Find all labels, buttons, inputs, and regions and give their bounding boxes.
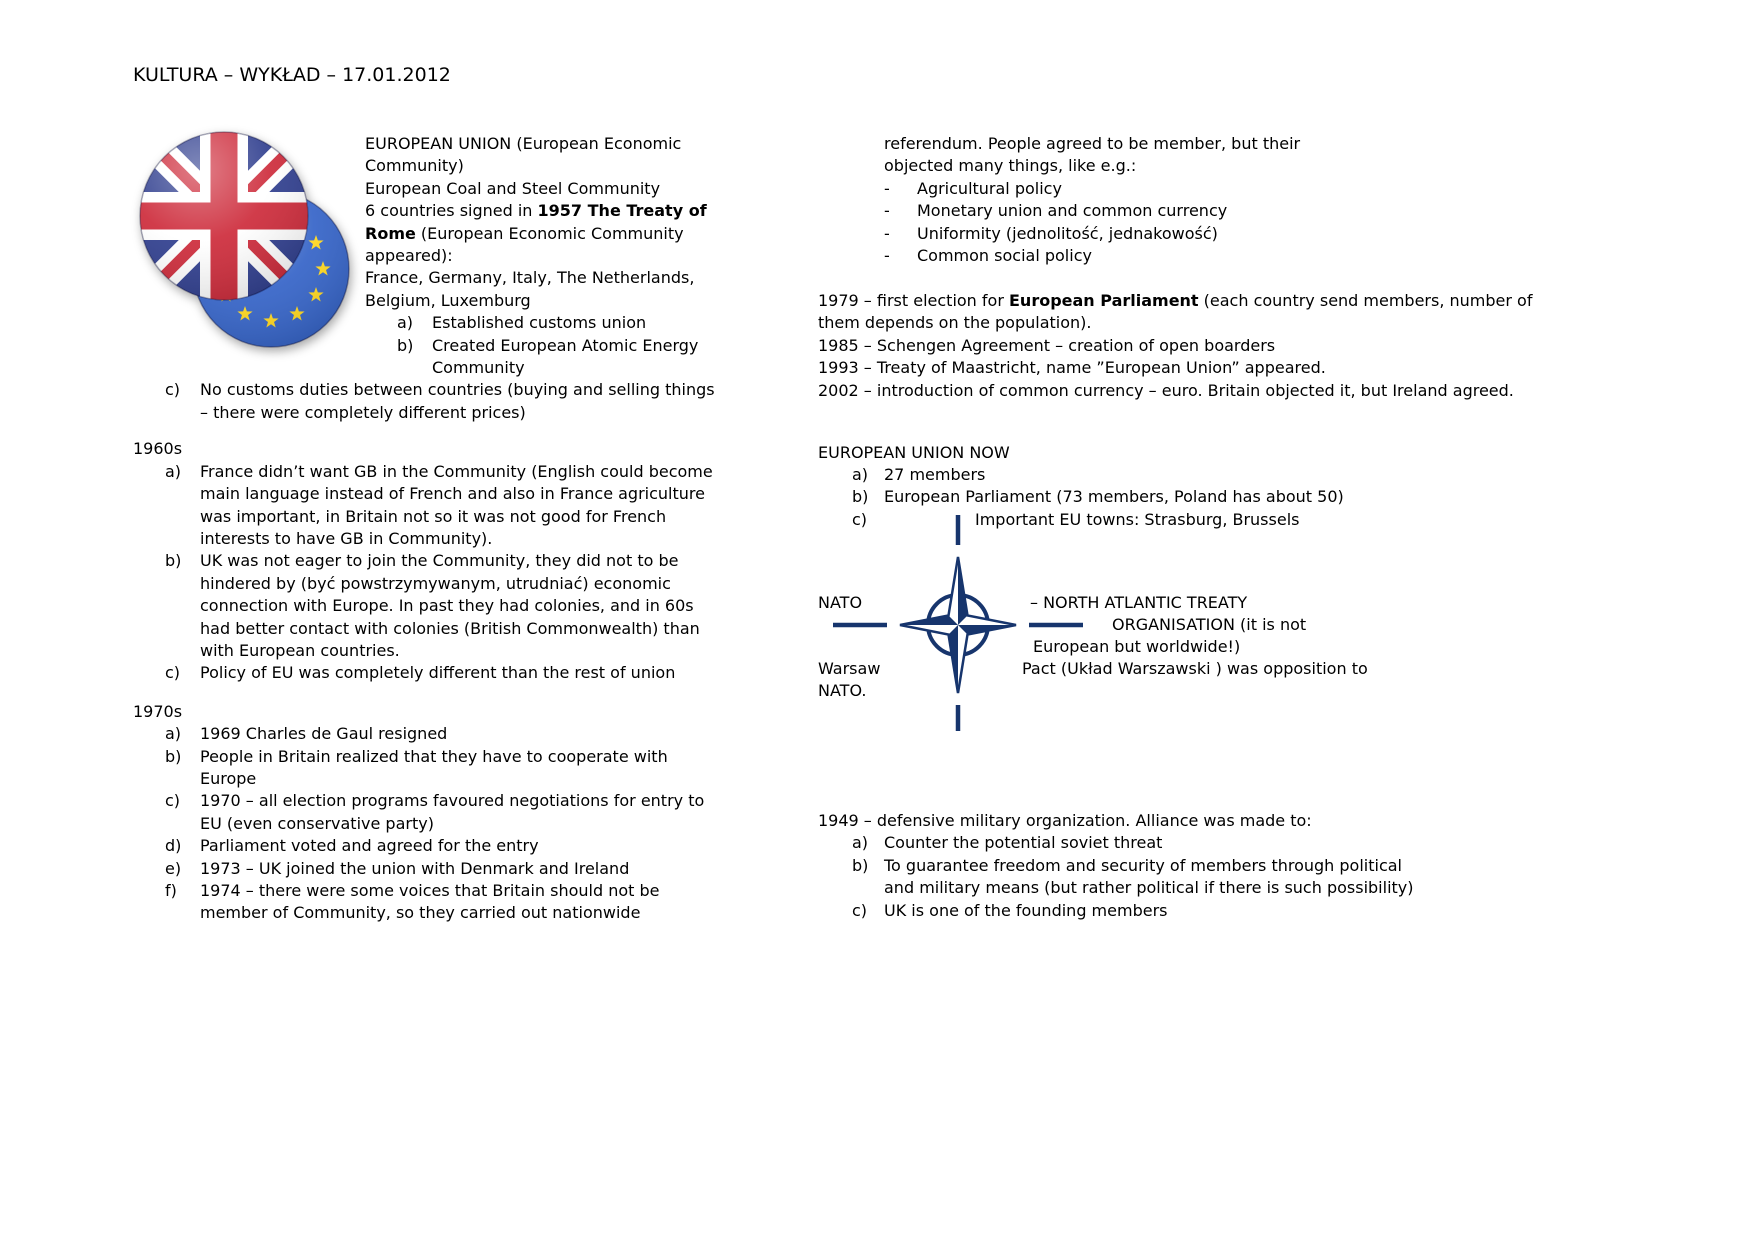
dash-marker: -: [884, 201, 890, 221]
list-text: 1974 – there were some voices that Britain should not be member of Community, so they carried out nationwide: [200, 881, 660, 923]
list-marker: c): [165, 791, 181, 811]
list-item: [133, 858, 751, 880]
list-marker: a): [397, 313, 414, 333]
list-item: [133, 662, 751, 684]
list-text: Monetary union and common currency: [917, 201, 1228, 221]
list-item: [884, 223, 1344, 245]
list-text: European Parliament (73 members, Poland has about 50): [884, 487, 1344, 507]
list-text: Important EU towns: Strasburg, Brussels: [975, 509, 1300, 529]
list-text: People in Britain realized that they have to cooperate with Europe: [200, 746, 668, 788]
list-text: UK was not eager to join the Community, they did not to be hindered by (być powstrzymywanym, utrudniać) economic connection with Europe. In past they had colonies, and in 60s had better contact with colonies (British Commonwealth) than with European countries.: [200, 551, 700, 660]
list-marker: b): [397, 335, 414, 355]
timeline-line-1993: 1993 – Treaty of Maastricht, name ”European Union” appeared.: [818, 358, 1326, 378]
section-heading-eu-now: EUROPEAN UNION NOW: [818, 443, 1010, 462]
list-text: Parliament voted and agreed for the entry: [200, 836, 539, 856]
list-text: 1969 Charles de Gaul resigned: [200, 724, 448, 744]
list-marker: c): [165, 380, 181, 400]
list-text: Agricultural policy: [917, 178, 1062, 198]
warsaw-label: Warsaw: [818, 659, 881, 678]
list-marker: a): [165, 461, 182, 481]
list-text: UK is one of the founding members: [884, 900, 1168, 920]
list-text: Counter the potential soviet threat: [884, 833, 1163, 853]
list-text: Established customs union: [432, 313, 647, 333]
dash-marker: -: [884, 178, 890, 198]
list-item: [133, 723, 751, 745]
list-item: [133, 746, 751, 791]
list-item: [884, 245, 1344, 267]
section-heading-1949: 1949 – defensive military organization. Alliance was made to:: [818, 811, 1312, 830]
timeline-line-1979: [818, 291, 1532, 332]
list-marker: c): [852, 900, 868, 920]
list-text: France didn’t want GB in the Community (English could become main language instead of French and also in France agriculture was important, in Britain not so it was not good for French interests to have GB in Community).: [200, 461, 713, 548]
bold-european-parliament: European Parliament: [1009, 291, 1199, 310]
list-item: [365, 312, 753, 334]
list-marker: a): [852, 833, 869, 853]
intro-line-2: European Coal and Steel Community: [365, 178, 661, 198]
list-marker: c): [165, 663, 181, 683]
list-text: 27 members: [884, 465, 986, 484]
list-marker: c): [852, 509, 868, 529]
list-item: [133, 835, 751, 857]
list-marker: a): [165, 724, 182, 744]
list-marker: d): [165, 836, 182, 856]
nato-text-1: – NORTH ATLANTIC TREATY: [1030, 593, 1248, 612]
list-item: [365, 335, 753, 380]
intro-line-3-post: (European Economic Community appeared):: [365, 223, 684, 266]
list-text: Policy of EU was completely different than the rest of union: [200, 663, 676, 683]
list-item: [884, 200, 1344, 222]
list-text: 1970 – all election programs favoured negotiations for entry to EU (even conservative party): [200, 791, 705, 833]
timeline-line-1985: 1985 – Schengen Agreement – creation of open boarders: [818, 335, 1276, 355]
nato-label-2: NATO.: [818, 681, 867, 700]
list-item: [818, 900, 1578, 922]
list-item: [133, 461, 751, 551]
nato-label: NATO: [818, 593, 863, 612]
list-marker: a): [852, 465, 869, 484]
list-item: [133, 379, 751, 424]
list-item: [133, 550, 751, 662]
list-item: [818, 855, 1578, 900]
list-item: [884, 178, 1344, 200]
list-item: [133, 880, 751, 925]
nato-text-2: ORGANISATION (it is not: [1112, 615, 1307, 634]
bold-treaty-of-rome: 1957 The Treaty of Rome: [365, 201, 707, 243]
list-item: [133, 790, 751, 835]
list-item: [818, 464, 1598, 486]
dash-marker: -: [884, 246, 890, 266]
list-marker: b): [852, 487, 869, 507]
referendum-block: [884, 133, 1344, 267]
right-column: [818, 133, 1630, 1233]
list-text: Created European Atomic Energy Community: [432, 335, 699, 378]
list-marker: e): [165, 858, 182, 878]
nato-text-3: European but worldwide!): [1033, 637, 1241, 656]
list-marker: b): [165, 746, 182, 766]
referendum-paragraph: referendum. People agreed to be member, but their objected many things, like e.g.:: [884, 134, 1301, 176]
section-heading-1960s: 1960s: [133, 439, 183, 459]
timeline-line-2002: 2002 – introduction of common currency – euro. Britain objected it, but Ireland agreed.: [818, 380, 1514, 400]
section-1949: [818, 810, 1578, 922]
intro-line-1: EUROPEAN UNION (European Economic Community): [365, 134, 682, 176]
list-item: [818, 832, 1578, 854]
intro-paragraph: [365, 133, 753, 379]
dash-marker: -: [884, 223, 890, 243]
list-text: Uniformity (jednolitość, jednakowość): [917, 223, 1218, 243]
nato-text-4: Pact (Układ Warszawski ) was opposition to: [1022, 659, 1368, 678]
list-marker: b): [852, 855, 869, 875]
list-text: To guarantee freedom and security of members through political and military means (but rather political if there is such possibility): [884, 855, 1414, 898]
list-marker: f): [165, 881, 177, 900]
timeline-1979-pre: 1979 – first election for: [818, 291, 1009, 310]
list-marker: b): [165, 551, 182, 571]
nato-star-shading: [900, 557, 1016, 693]
timeline-paragraph: [818, 290, 1568, 402]
intro-line-4: France, Germany, Italy, The Netherlands, Belgium, Luxemburg: [365, 268, 695, 310]
timeline-1979-post: (each country send members, number of them depends on the population).: [818, 291, 1533, 333]
section-heading-1970s: 1970s: [133, 701, 183, 721]
list-text: Common social policy: [917, 246, 1092, 266]
list-item: [818, 486, 1598, 508]
nato-emblem: [828, 510, 1088, 740]
page-title: KULTURA – WYKŁAD – 17.01.2012: [133, 64, 451, 86]
list-text: 1973 – UK joined the union with Denmark and Ireland: [200, 858, 630, 878]
list-text: No customs duties between countries (buying and selling things – there were completely different prices): [200, 380, 715, 422]
left-column: [133, 133, 751, 925]
intro-line-3-pre: 6 countries signed in: [365, 201, 538, 221]
intro-line-3: [365, 201, 707, 265]
